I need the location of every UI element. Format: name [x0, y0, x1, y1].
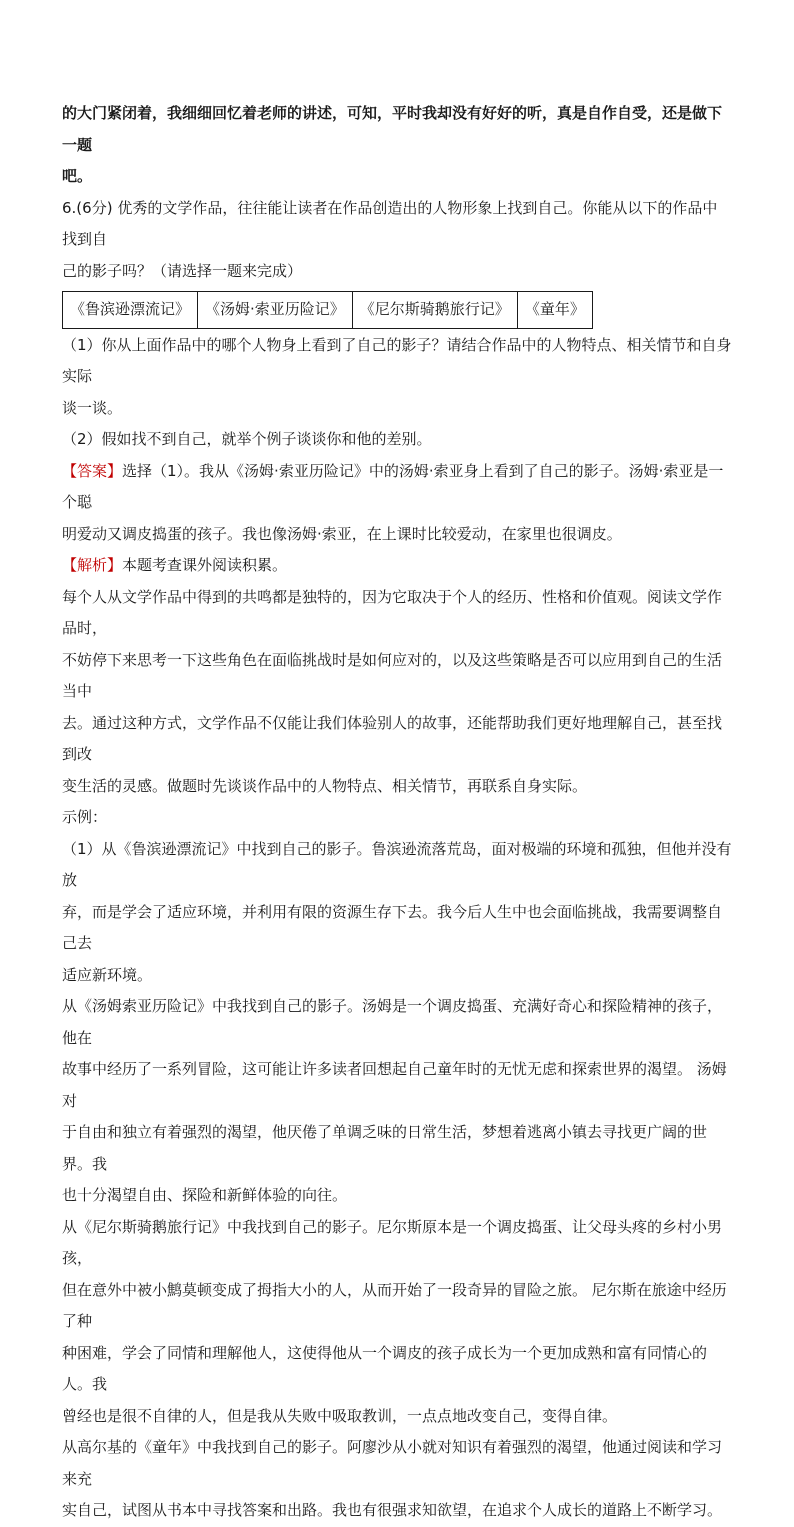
- document-body: [62, 98, 732, 1527]
- continuation-line-1: 的大门紧闭着，我细细回忆着老师的讲述，可知，平时我却没有好好的听，真是自作自受，还是做下一题: [62, 104, 723, 154]
- works-table: [62, 291, 593, 329]
- example-3-line: 但在意外中被小鹪莫顿变成了拇指大小的人，从而开始了一段奇异的冒险之旅。 尼尔斯在旅途中经历了种: [62, 1280, 727, 1330]
- analysis-para-line: 每个人从文学作品中得到的共鸣都是独特的，因为它取决于个人的经历、性格和价值观。阅读文学作品时，: [62, 587, 723, 637]
- continuation-line-2: 吧。: [62, 167, 93, 185]
- analysis-intro: 本题考查课外阅读积累。: [122, 556, 288, 574]
- work-cell-3: 《尼尔斯骑鹅旅行记》: [352, 292, 517, 329]
- question-stem-line-2: 己的影子吗？（请选择一题来完成）: [62, 261, 303, 280]
- example-2-line: 故事中经历了一系列冒险，这可能让许多读者回想起自己童年时的无忧无虑和探索世界的渴望。 汤姆对: [62, 1060, 727, 1110]
- example-1-line: 弃，而是学会了适应环境，并利用有限的资源生存下去。我今后人生中也会面临挑战，我需要调整自己去: [62, 902, 723, 952]
- example-label: 示例：: [62, 808, 108, 826]
- answer-line-2: 明爱动又调皮捣蛋的孩子。我也像汤姆·索亚，在上课时比较爱动，在家里也很调皮。: [62, 524, 622, 543]
- answer-tag: 【答案】: [62, 461, 123, 480]
- work-cell-1: 《鲁滨逊漂流记》: [63, 292, 198, 329]
- example-3-line: 曾经也是很不自律的人，但是我从失败中吸取教训，一点点地改变自己，变得自律。: [62, 1406, 618, 1425]
- analysis-intro-line: [62, 550, 732, 582]
- analysis-para-line: 不妨停下来思考一下这些角色在面临挑战时是如何应对的，以及这些策略是否可以应用到自己的生活当中: [62, 650, 723, 700]
- example-2-line: 于自由和独立有着强烈的渴望，他厌倦了单调乏味的日常生活，梦想着逃离小镇去寻找更广阔的世界。我: [62, 1123, 708, 1173]
- answer-text-1: 选择（1）。我从《汤姆·索亚历险记》中的汤姆·索亚身上看到了自己的影子。汤姆·索亚是一个聪: [62, 461, 724, 511]
- example-4-line: 从高尔基的《童年》中我找到自己的影子。阿廖沙从小就对知识有着强烈的渴望，他通过阅读和学习来充: [62, 1438, 723, 1488]
- analysis-para-line: 变生活的灵感。做题时先谈谈作品中的人物特点、相关情节，再联系自身实际。: [62, 776, 588, 795]
- analysis-para-line: 去。通过这种方式，文学作品不仅能让我们体验别人的故事，还能帮助我们更好地理解自己，甚至找到改: [62, 713, 723, 763]
- sub-question-2: （2）假如找不到自己，就举个例子谈谈你和他的差别。: [62, 430, 432, 448]
- example-3-line: 种困难，学会了同情和理解他人，这使得他从一个调皮的孩子成长为一个更加成熟和富有同情心的人。我: [62, 1343, 708, 1393]
- question-stem-line-1: 6.(6分) 优秀的文学作品，往往能让读者在作品创造出的人物形象上找到自己。你能从以下的作品中找到自: [62, 198, 718, 248]
- sub-question-1-line-1: （1）你从上面作品中的哪个人物身上看到了自己的影子？请结合作品中的人物特点、相关情节和自身实际: [62, 335, 732, 385]
- work-cell-4: 《童年》: [517, 292, 592, 329]
- example-3-line: 从《尼尔斯骑鹅旅行记》中我找到自己的影子。尼尔斯原本是一个调皮捣蛋、让父母头疼的乡村小男孩，: [62, 1217, 723, 1267]
- analysis-tag: 【解析】: [62, 556, 123, 574]
- example-1-line: 适应新环境。: [62, 965, 153, 984]
- example-2-line: 也十分渴望自由、探险和新鲜体验的向往。: [62, 1186, 348, 1204]
- example-1-line: （1）从《鲁滨逊漂流记》中找到自己的影子。鲁滨逊流落荒岛，面对极端的环境和孤独，但他并没有放: [62, 839, 732, 889]
- works-row: [63, 292, 593, 329]
- work-cell-2: 《汤姆·索亚历险记》: [198, 292, 353, 329]
- example-4-line: 实自己，试图从书本中寻找答案和出路。我也有很强求知欲望，在追求个人成长的道路上不断学习。: [62, 1501, 723, 1519]
- sub-question-1-line-2: 谈一谈。: [62, 398, 123, 417]
- example-2-line: 从《汤姆索亚历险记》中我找到自己的影子。汤姆是一个调皮捣蛋、充满好奇心和探险精神的孩子，他在: [62, 997, 723, 1047]
- answer-line-1: [62, 456, 732, 519]
